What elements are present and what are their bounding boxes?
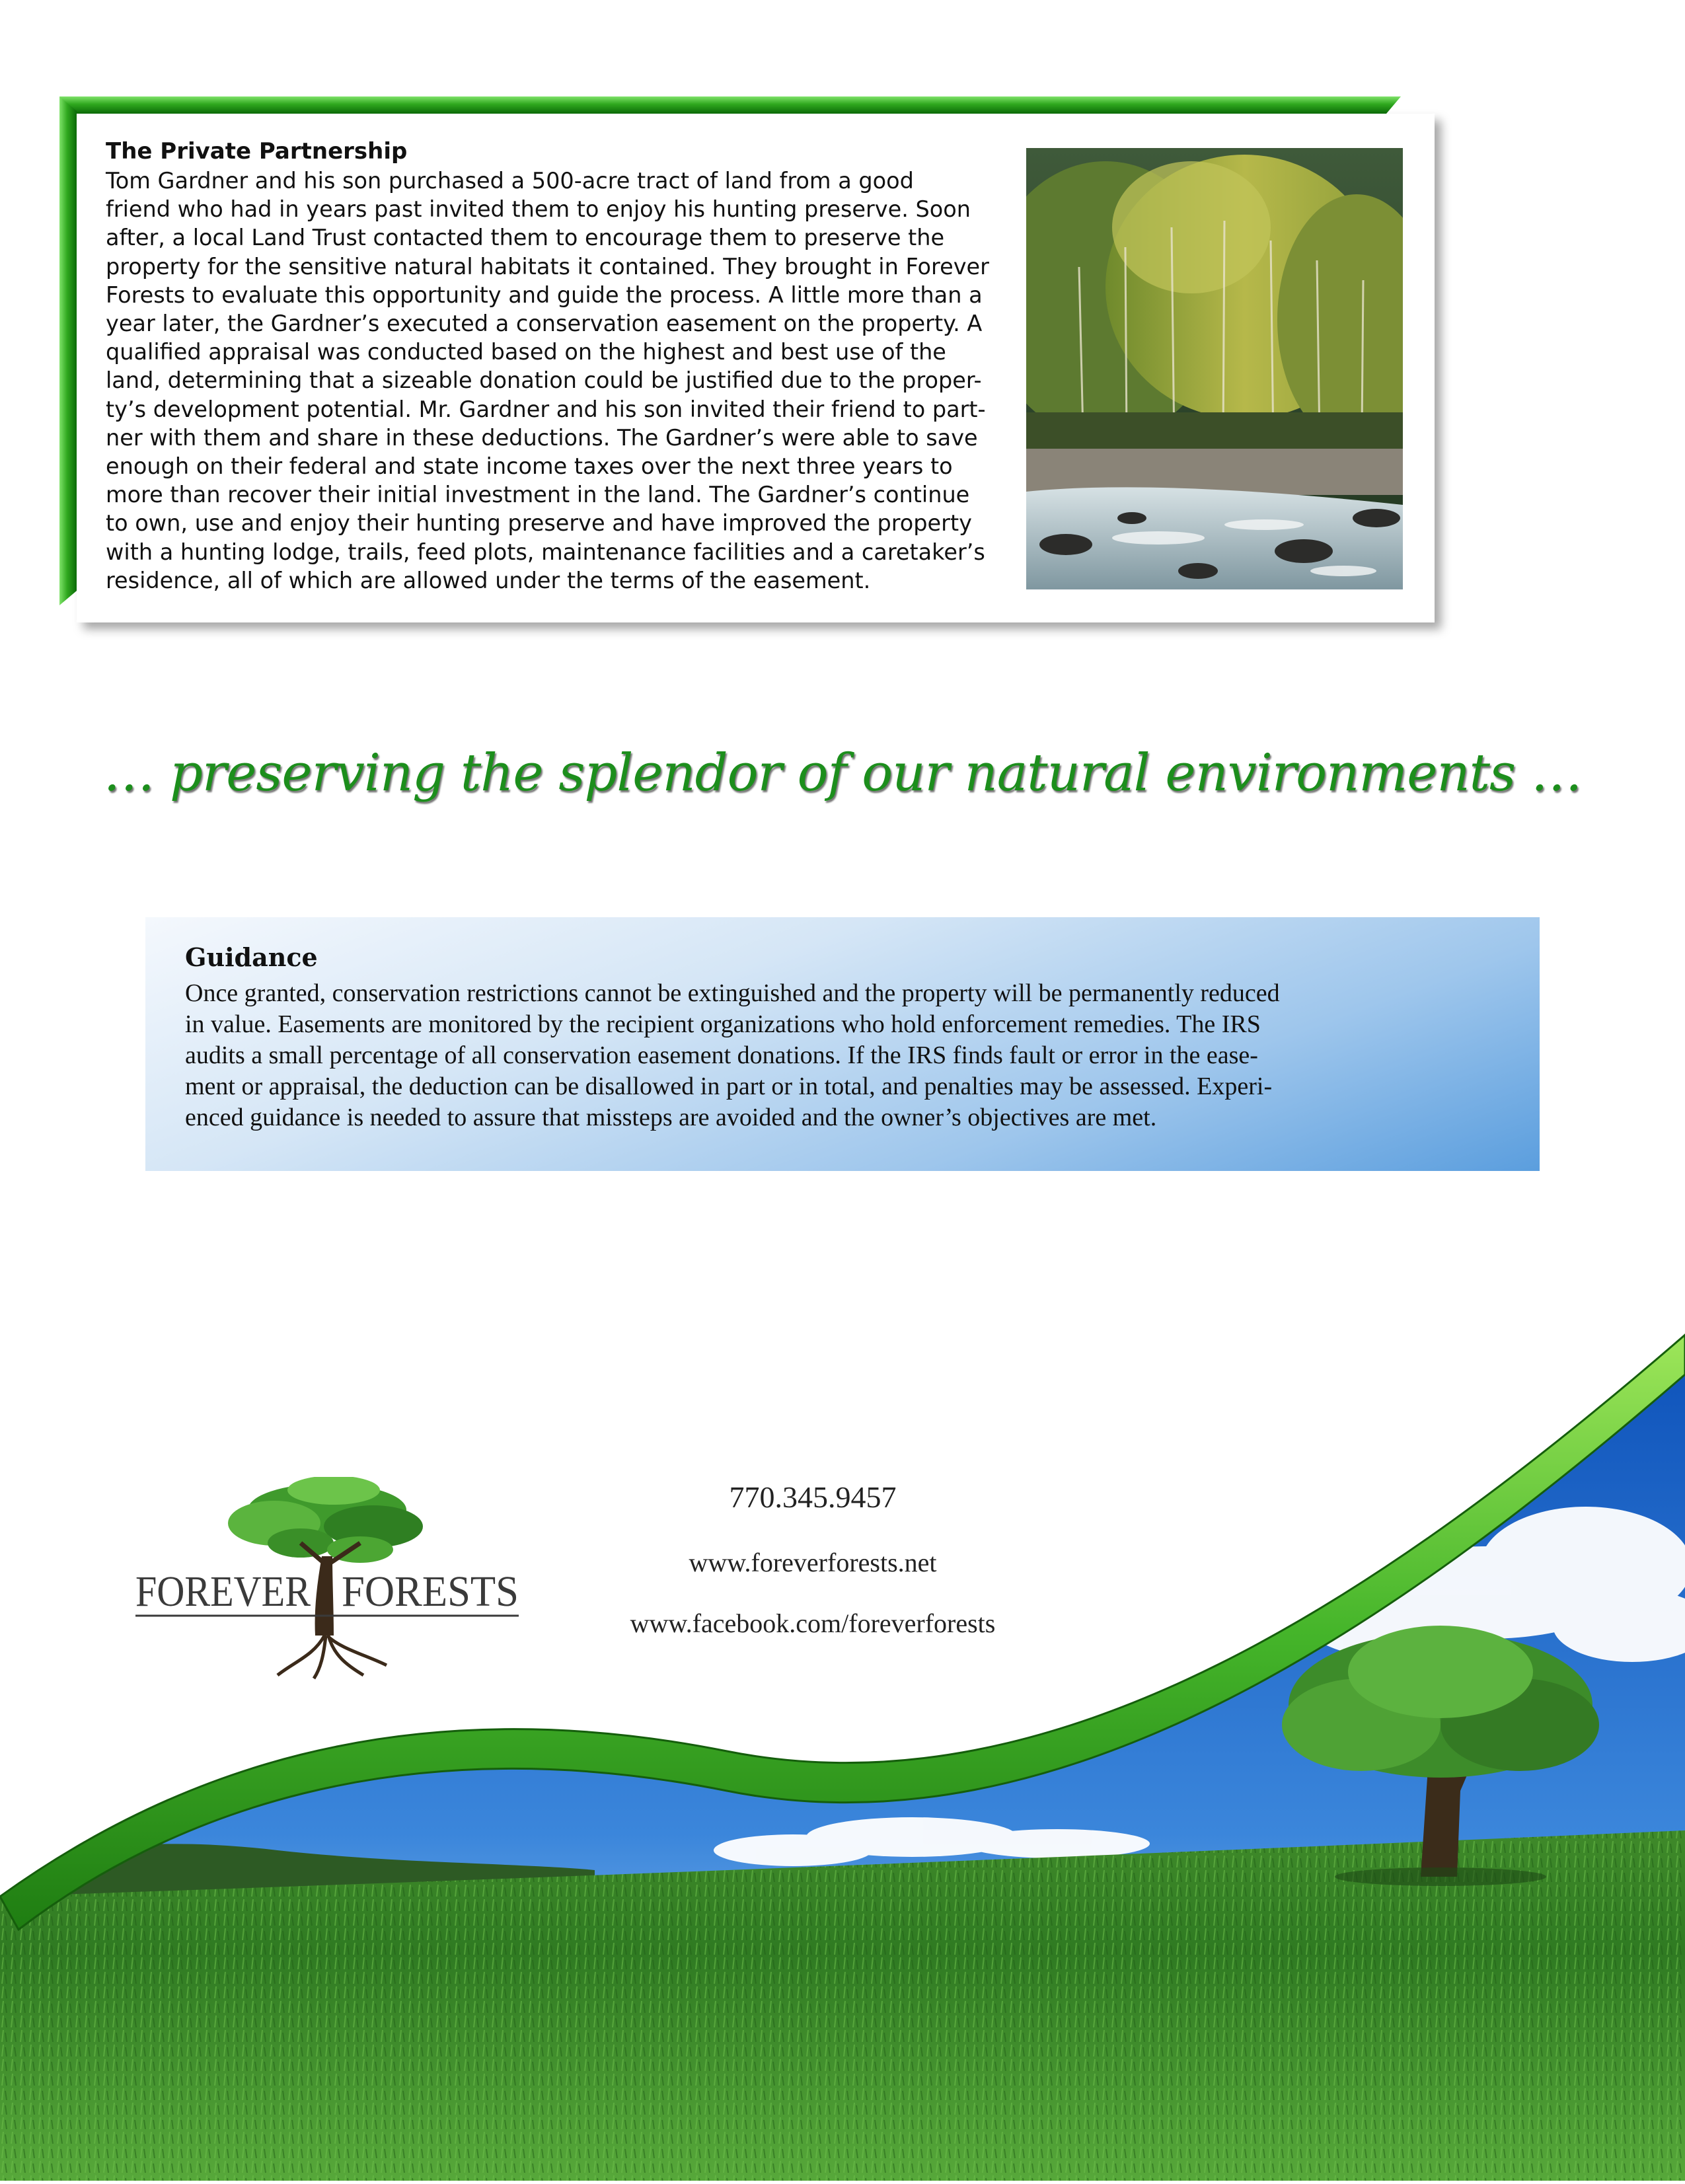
- forest-river-photo: [1026, 148, 1403, 589]
- partnership-line: qualified appraisal was conducted based on the highest and best use of the: [106, 339, 946, 365]
- partnership-line: residence, all of which are allowed under the terms of the easement.: [106, 567, 871, 593]
- partnership-line: to own, use and enjoy their hunting preserve and have improved the property: [106, 510, 972, 537]
- guidance-title: Guidance: [185, 942, 318, 972]
- partnership-line: Forests to evaluate this opportunity and guide the process. A little more than a: [106, 282, 983, 308]
- partnership-line: ty’s development potential. Mr. Gardner and his son invited their friend to part-: [106, 396, 986, 422]
- partnership-line: enough on their federal and state income taxes over the next three years to: [106, 453, 953, 480]
- partnership-line: property for the sensitive natural habitats it contained. They brought in Forever: [106, 253, 989, 280]
- logo-word-left: FOREVER: [135, 1567, 311, 1616]
- partnership-green-frame-top: [59, 96, 1401, 114]
- logo-word-right: FORESTS: [342, 1567, 519, 1616]
- guidance-line: Once granted, conservation restrictions cannot be extinguished and the property will be permanently reduced: [185, 979, 1280, 1007]
- partnership-line: more than recover their initial investment in the land. The Gardner’s continue: [106, 482, 970, 508]
- partnership-line: ner with them and share in these deductions. The Gardner’s were able to save: [106, 424, 978, 451]
- partnership-line: after, a local Land Trust contacted them to encourage them to preserve the: [106, 225, 945, 251]
- contact-website-link[interactable]: www.foreverforests.net: [689, 1548, 937, 1577]
- partnership-line: year later, the Gardner’s executed a conservation easement on the property. A: [106, 311, 983, 337]
- guidance-line: audits a small percentage of all conservation easement donations. If the IRS finds fault or error in the ease-: [185, 1041, 1258, 1069]
- contact-facebook-link[interactable]: www.facebook.com/foreverforests: [630, 1608, 996, 1638]
- contact-phone[interactable]: 770.345.9457: [729, 1480, 897, 1514]
- landscape-illustration: [0, 1315, 1685, 2181]
- guidance-line: enced guidance is needed to assure that missteps are avoided and the owner’s objectives are met.: [185, 1104, 1157, 1131]
- tagline: … preserving the splendor of our natural environments …: [103, 743, 1582, 803]
- partnership-line: land, determining that a sizeable donation could be justified due to the proper-: [106, 367, 982, 394]
- partnership-body: [106, 167, 1031, 595]
- guidance-line: in value. Easements are monitored by the recipient organizations who hold enforcement remedies. The IRS: [185, 1010, 1261, 1038]
- partnership-line: with a hunting lodge, trails, feed plots, maintenance facilities and a caretaker’s: [106, 539, 985, 565]
- partnership-line: friend who had in years past invited them to enjoy his hunting preserve. Soon: [106, 196, 971, 223]
- partnership-line: Tom Gardner and his son purchased a 500-acre tract of land from a good: [106, 168, 914, 194]
- partnership-green-frame-left: [59, 96, 77, 605]
- partnership-title: The Private Partnership: [106, 138, 408, 165]
- guidance-body: [185, 978, 1540, 1133]
- forever-forests-logo: [135, 1477, 532, 1682]
- guidance-line: ment or appraisal, the deduction can be disallowed in part or in total, and penalties may be assessed. Experi-: [185, 1073, 1273, 1100]
